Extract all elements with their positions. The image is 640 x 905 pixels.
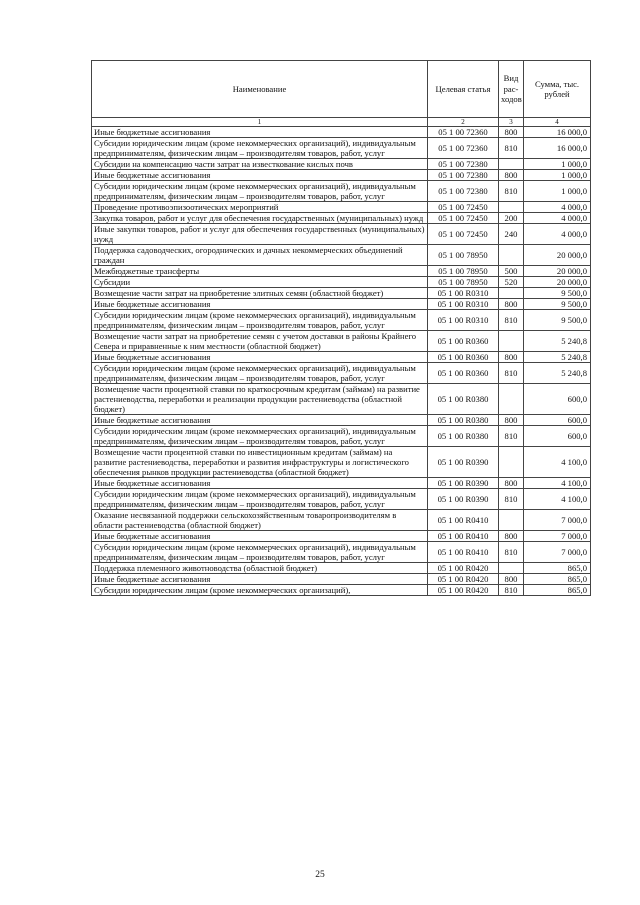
row-name: Поддержка племенного животноводства (областной бюджет) [92, 563, 428, 574]
row-name: Закупка товаров, работ и услуг для обеспечения государственных (муниципальных) нужд [92, 213, 428, 224]
page-number: 25 [315, 870, 325, 880]
row-amount: 20 000,0 [524, 266, 591, 277]
row-target-code: 05 1 00 72450 [428, 213, 499, 224]
table-row [92, 510, 591, 531]
row-amount: 865,0 [524, 563, 591, 574]
row-target-code: 05 1 00 R0410 [428, 510, 499, 531]
row-amount: 9 500,0 [524, 299, 591, 310]
table-row [92, 478, 591, 489]
row-target-code: 05 1 00 R0420 [428, 585, 499, 596]
row-expense-type: 200 [499, 213, 524, 224]
table-row [92, 277, 591, 288]
row-name: Возмещение части процентной ставки по инвестиционным кредитам (займам) на развитие растениеводства, переработки и развития инфраструктуры и логистического обеспечения рынков продукции растениеводства (областной бюджет) [92, 447, 428, 478]
table-row [92, 531, 591, 542]
row-target-code: 05 1 00 R0390 [428, 447, 499, 478]
row-name: Иные бюджетные ассигнования [92, 574, 428, 585]
row-target-code: 05 1 00 72360 [428, 127, 499, 138]
row-amount: 4 100,0 [524, 447, 591, 478]
row-name: Поддержка садоводческих, огороднических и дачных некоммерческих объединений граждан [92, 245, 428, 266]
row-amount: 7 000,0 [524, 510, 591, 531]
table-row [92, 585, 591, 596]
row-expense-type [499, 245, 524, 266]
row-expense-type: 800 [499, 531, 524, 542]
row-name: Возмещение части затрат на приобретение семян с учетом доставки в районы Крайнего Севера и приравненные к ним местности (областной бюджет) [92, 331, 428, 352]
row-name: Субсидии юридическим лицам (кроме некоммерческих организаций), [92, 585, 428, 596]
row-name: Субсидии юридическим лицам (кроме некоммерческих организаций), индивидуальным предпринимателям, физическим лицам – производителям товаров, работ, услуг [92, 426, 428, 447]
row-name: Субсидии юридическим лицам (кроме некоммерческих организаций), индивидуальным предпринимателям, физическим лицам – производителям товаров, работ, услуг [92, 489, 428, 510]
row-expense-type: 240 [499, 224, 524, 245]
table-row [92, 224, 591, 245]
row-expense-type: 810 [499, 363, 524, 384]
row-amount: 20 000,0 [524, 245, 591, 266]
row-target-code: 05 1 00 R0410 [428, 542, 499, 563]
row-target-code: 05 1 00 R0410 [428, 531, 499, 542]
column-number: 4 [524, 118, 591, 127]
row-expense-type: 800 [499, 352, 524, 363]
row-target-code: 05 1 00 72360 [428, 138, 499, 159]
row-amount: 7 000,0 [524, 531, 591, 542]
row-name: Субсидии юридическим лицам (кроме некоммерческих организаций), индивидуальным предпринимателям, физическим лицам – производителям товаров, работ, услуг [92, 542, 428, 563]
row-expense-type [499, 331, 524, 352]
table-row [92, 384, 591, 415]
table-row [92, 542, 591, 563]
row-name: Иные бюджетные ассигнования [92, 299, 428, 310]
row-expense-type: 500 [499, 266, 524, 277]
row-expense-type: 520 [499, 277, 524, 288]
table-row [92, 127, 591, 138]
row-expense-type [499, 447, 524, 478]
row-amount: 5 240,8 [524, 331, 591, 352]
row-name: Оказание несвязанной поддержки сельскохозяйственным товаропроизводителям в области растениеводства (областной бюджет) [92, 510, 428, 531]
row-name: Проведение противоэпизоотических мероприятий [92, 202, 428, 213]
row-name: Иные бюджетные ассигнования [92, 127, 428, 138]
row-name: Иные закупки товаров, работ и услуг для обеспечения государственных (муниципальных) нужд [92, 224, 428, 245]
row-amount: 4 100,0 [524, 489, 591, 510]
row-expense-type: 810 [499, 585, 524, 596]
row-name: Субсидии юридическим лицам (кроме некоммерческих организаций), индивидуальным предпринимателям, физическим лицам – производителям товаров, работ, услуг [92, 310, 428, 331]
table-row [92, 181, 591, 202]
row-target-code: 05 1 00 72450 [428, 202, 499, 213]
row-target-code: 05 1 00 72380 [428, 159, 499, 170]
row-target-code: 05 1 00 R0420 [428, 563, 499, 574]
row-expense-type [499, 202, 524, 213]
row-expense-type: 800 [499, 299, 524, 310]
header-sum: Сумма, тыс. рублей [524, 61, 591, 118]
header-row [92, 61, 591, 118]
column-number: 3 [499, 118, 524, 127]
row-target-code: 05 1 00 R0360 [428, 352, 499, 363]
row-expense-type: 810 [499, 310, 524, 331]
row-expense-type [499, 563, 524, 574]
row-amount: 1 000,0 [524, 181, 591, 202]
row-target-code: 05 1 00 R0310 [428, 288, 499, 299]
row-name: Межбюджетные трансферты [92, 266, 428, 277]
row-amount: 865,0 [524, 574, 591, 585]
row-amount: 7 000,0 [524, 542, 591, 563]
table-row [92, 288, 591, 299]
table-row [92, 447, 591, 478]
row-name: Субсидии юридическим лицам (кроме некоммерческих организаций), индивидуальным предпринимателям, физическим лицам – производителям товаров, работ, услуг [92, 138, 428, 159]
row-target-code: 05 1 00 R0310 [428, 310, 499, 331]
row-name: Субсидии юридическим лицам (кроме некоммерческих организаций), индивидуальным предпринимателям, физическим лицам – производителям товаров, работ, услуг [92, 181, 428, 202]
row-target-code: 05 1 00 78950 [428, 266, 499, 277]
table-row [92, 415, 591, 426]
table-row [92, 170, 591, 181]
row-target-code: 05 1 00 R0380 [428, 415, 499, 426]
row-amount: 9 500,0 [524, 310, 591, 331]
table-row [92, 489, 591, 510]
table-row [92, 352, 591, 363]
row-target-code: 05 1 00 R0360 [428, 331, 499, 352]
row-expense-type: 800 [499, 170, 524, 181]
row-name: Иные бюджетные ассигнования [92, 531, 428, 542]
row-name: Возмещение части затрат на приобретение элитных семян (областной бюджет) [92, 288, 428, 299]
row-target-code: 05 1 00 R0380 [428, 426, 499, 447]
table-row [92, 310, 591, 331]
row-target-code: 05 1 00 78950 [428, 277, 499, 288]
row-expense-type: 800 [499, 574, 524, 585]
row-amount: 4 100,0 [524, 478, 591, 489]
row-amount: 4 000,0 [524, 202, 591, 213]
row-amount: 20 000,0 [524, 277, 591, 288]
row-expense-type: 810 [499, 181, 524, 202]
row-expense-type [499, 384, 524, 415]
budget-table-sheet [91, 60, 590, 596]
table-row [92, 426, 591, 447]
header-name: Наименование [92, 61, 428, 118]
row-target-code: 05 1 00 R0310 [428, 299, 499, 310]
table-row [92, 202, 591, 213]
row-amount: 600,0 [524, 426, 591, 447]
row-name: Иные бюджетные ассигнования [92, 352, 428, 363]
row-expense-type: 800 [499, 127, 524, 138]
row-amount: 600,0 [524, 415, 591, 426]
column-number-row [92, 118, 591, 127]
table-row [92, 159, 591, 170]
row-expense-type: 810 [499, 426, 524, 447]
row-name: Иные бюджетные ассигнования [92, 415, 428, 426]
table-row [92, 266, 591, 277]
row-amount: 9 500,0 [524, 288, 591, 299]
column-number: 1 [92, 118, 428, 127]
row-target-code: 05 1 00 72450 [428, 224, 499, 245]
row-target-code: 05 1 00 72380 [428, 181, 499, 202]
table-row [92, 563, 591, 574]
row-amount: 1 000,0 [524, 170, 591, 181]
row-name: Субсидии на компенсацию части затрат на известкование кислых почв [92, 159, 428, 170]
row-name: Возмещение части процентной ставки по краткосрочным кредитам (займам) на развитие растениеводства, переработки и реализации продукции растениеводства (областной бюджет) [92, 384, 428, 415]
row-amount: 4 000,0 [524, 213, 591, 224]
row-expense-type: 810 [499, 542, 524, 563]
table-row [92, 138, 591, 159]
table-row [92, 213, 591, 224]
row-target-code: 05 1 00 R0420 [428, 574, 499, 585]
row-amount: 865,0 [524, 585, 591, 596]
header-target: Целевая статья [428, 61, 499, 118]
row-name: Иные бюджетные ассигнования [92, 170, 428, 181]
row-expense-type [499, 159, 524, 170]
row-target-code: 05 1 00 72380 [428, 170, 499, 181]
row-amount: 5 240,8 [524, 352, 591, 363]
row-amount: 4 000,0 [524, 224, 591, 245]
table-row [92, 574, 591, 585]
row-expense-type [499, 510, 524, 531]
row-expense-type: 810 [499, 138, 524, 159]
header-vid: Вид рас-ходов [499, 61, 524, 118]
row-target-code: 05 1 00 R0360 [428, 363, 499, 384]
column-number: 2 [428, 118, 499, 127]
row-amount: 1 000,0 [524, 159, 591, 170]
row-expense-type: 810 [499, 489, 524, 510]
row-target-code: 05 1 00 R0380 [428, 384, 499, 415]
table-row [92, 245, 591, 266]
row-amount: 600,0 [524, 384, 591, 415]
table-row [92, 363, 591, 384]
row-name: Субсидии юридическим лицам (кроме некоммерческих организаций), индивидуальным предпринимателям, физическим лицам – производителям товаров, работ, услуг [92, 363, 428, 384]
row-expense-type [499, 288, 524, 299]
row-target-code: 05 1 00 R0390 [428, 489, 499, 510]
budget-table [91, 60, 591, 596]
row-name: Субсидии [92, 277, 428, 288]
row-target-code: 05 1 00 78950 [428, 245, 499, 266]
table-row [92, 299, 591, 310]
row-name: Иные бюджетные ассигнования [92, 478, 428, 489]
row-amount: 5 240,8 [524, 363, 591, 384]
row-target-code: 05 1 00 R0390 [428, 478, 499, 489]
row-expense-type: 800 [499, 415, 524, 426]
table-row [92, 331, 591, 352]
row-expense-type: 800 [499, 478, 524, 489]
row-amount: 16 000,0 [524, 127, 591, 138]
row-amount: 16 000,0 [524, 138, 591, 159]
